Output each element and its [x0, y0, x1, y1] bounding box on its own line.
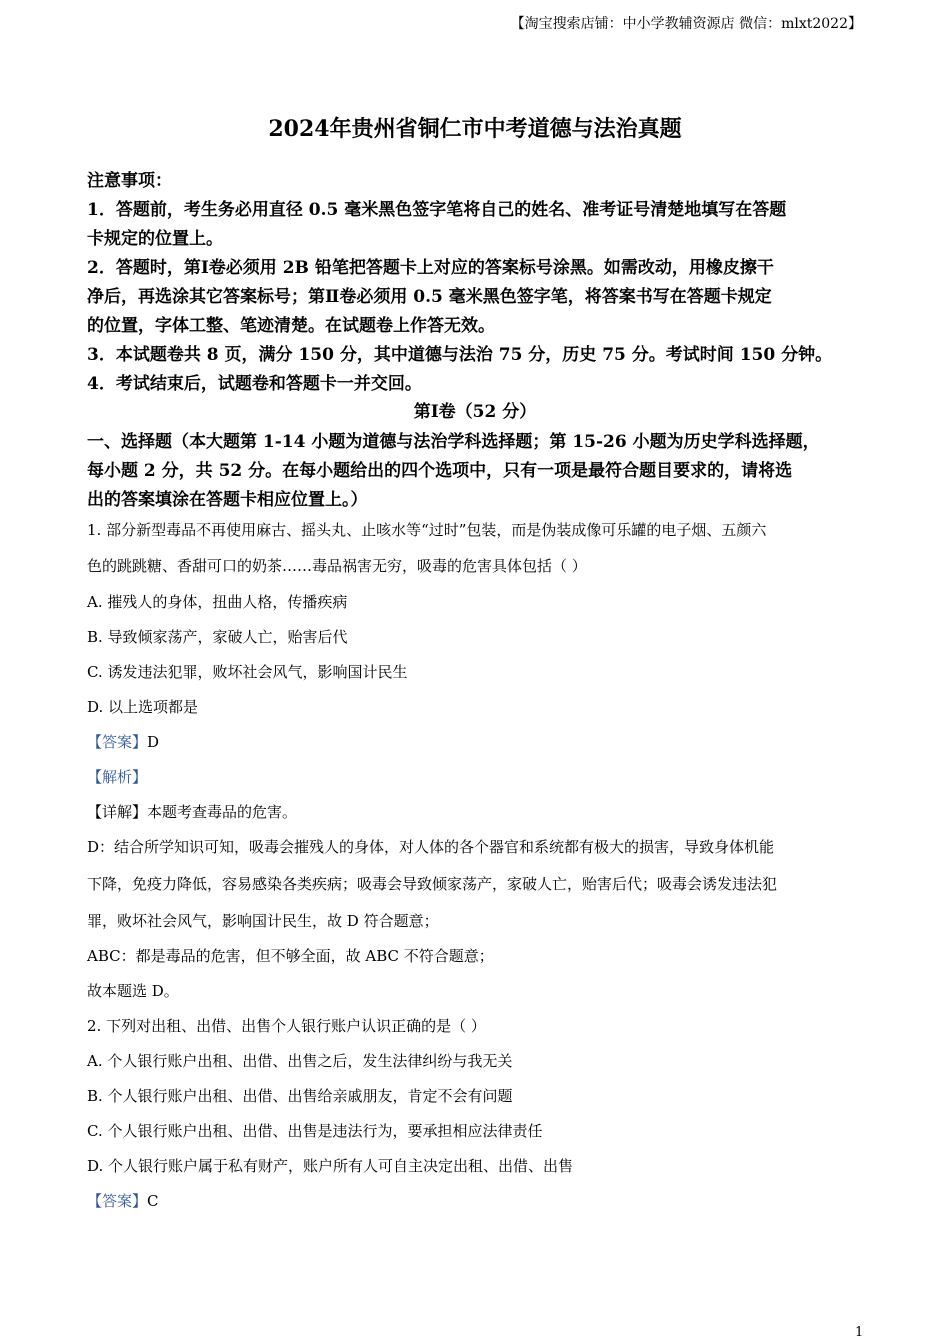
question-2-option-c: C. 个人银行账户出租、出借、出售是违法行为，要承担相应法律责任 [87, 1122, 543, 1140]
question-1-explanation-line: ABC：都是毒品的危害，但不够全面，故 ABC 不符合题意； [87, 947, 494, 965]
question-1-option-c: C. 诱发违法犯罪，败坏社会风气，影响国计民生 [87, 663, 408, 681]
question-1-stem: 1. 部分新型毒品不再使用麻古、摇头丸、止咳水等“过时”包装，而是伪装成像可乐罐的电子烟、五颜六 [87, 521, 767, 539]
notes-line: 2．答题时，第Ⅰ卷必须用 2B 铅笔把答题卡上对应的答案标号涂黑。如需改动，用橡皮擦干 [87, 258, 774, 278]
notes-line: 4．考试结束后，试题卷和答题卡一并交回。 [87, 374, 422, 394]
section-title: 第Ⅰ卷（52 分） [413, 402, 537, 422]
question-1-option-b: B. 导致倾家荡产，家破人亡，贻害后代 [87, 628, 348, 646]
notes-line: 的位置，字体工整、笔迹清楚。在试题卷上作答无效。 [87, 316, 495, 336]
question-2-option-d: D. 个人银行账户属于私有财产，账户所有人可自主决定出租、出借、出售 [87, 1157, 574, 1175]
detail-tag: 【详解】 [87, 803, 148, 821]
notes-heading: 注意事项： [87, 171, 172, 191]
answer-value: C [147, 1192, 159, 1210]
question-1-option-a: A. 摧残人的身体，扭曲人格，传播疾病 [87, 593, 348, 611]
detail-text: 本题考查毒品的危害。 [147, 803, 298, 821]
question-2-stem: 2. 下列对出租、出借、出售个人银行账户认识正确的是（ ） [87, 1017, 486, 1035]
question-1-explanation-line: 罪，败坏社会风气，影响国计民生，故 D 符合题意； [87, 912, 439, 930]
question-1-stem: 色的跳跳糖、香甜可口的奶茶……毒品祸害无穷，吸毒的危害具体包括（ ） [87, 557, 587, 575]
section-instructions-line: 出的答案填涂在答题卡相应位置上。） [87, 490, 368, 510]
question-1-explanation-line: D：结合所学知识可知，吸毒会摧残人的身体，对人体的各个器官和系统都有极大的损害，导致身体机能 [87, 838, 775, 856]
section-instructions-line: 一、选择题（本大题第 1-14 小题为道德与法治学科选择题；第 15-26 小题为历史学科选择题， [87, 432, 820, 452]
answer-tag: 【答案】 [87, 733, 148, 751]
question-2-option-a: A. 个人银行账户出租、出借、出售之后，发生法律纠纷与我无关 [87, 1052, 513, 1070]
question-1-analysis-tag: 【解析】 [87, 768, 148, 786]
answer-tag: 【答案】 [87, 1192, 148, 1210]
section-instructions-line: 每小题 2 分，共 52 分。在每小题给出的四个选项中，只有一项是最符合题目要求的，请将选 [87, 461, 793, 481]
question-1-detail [87, 801, 863, 823]
header-note: 【淘宝搜索店铺：中小学教辅资源店 微信：mlxt2022】 [510, 16, 862, 32]
question-1-explanation-line: 故本题选 D。 [87, 982, 179, 1000]
notes-line: 3．本试题卷共 8 页，满分 150 分，其中道德与法治 75 分，历史 75 分。考试时间 150 分钟。 [87, 345, 833, 365]
notes-line: 卡规定的位置上。 [87, 229, 223, 249]
question-1-explanation-line: 下降，免疫力降低，容易感染各类疾病；吸毒会导致倾家荡产，家破人亡，贻害后代；吸毒会诱发违法犯 [87, 875, 778, 893]
question-2-option-b: B. 个人银行账户出租、出借、出售给亲戚朋友，肯定不会有问题 [87, 1087, 513, 1105]
question-1-answer [87, 731, 863, 753]
page-title: 2024年贵州省铜仁市中考道德与法治真题 [268, 116, 682, 142]
question-1-option-d: D. 以上选项都是 [87, 698, 199, 716]
question-2-answer [87, 1190, 863, 1212]
notes-line: 净后，再选涂其它答案标号；第Ⅱ卷必须用 0.5 毫米黑色签字笔，将答案书写在答题卡规定 [87, 287, 772, 307]
notes-line: 1．答题前，考生务必用直径 0.5 毫米黑色签字笔将自己的姓名、准考证号清楚地填写在答题 [87, 200, 787, 220]
answer-value: D [147, 733, 160, 751]
page-number: 1 [855, 1325, 864, 1340]
